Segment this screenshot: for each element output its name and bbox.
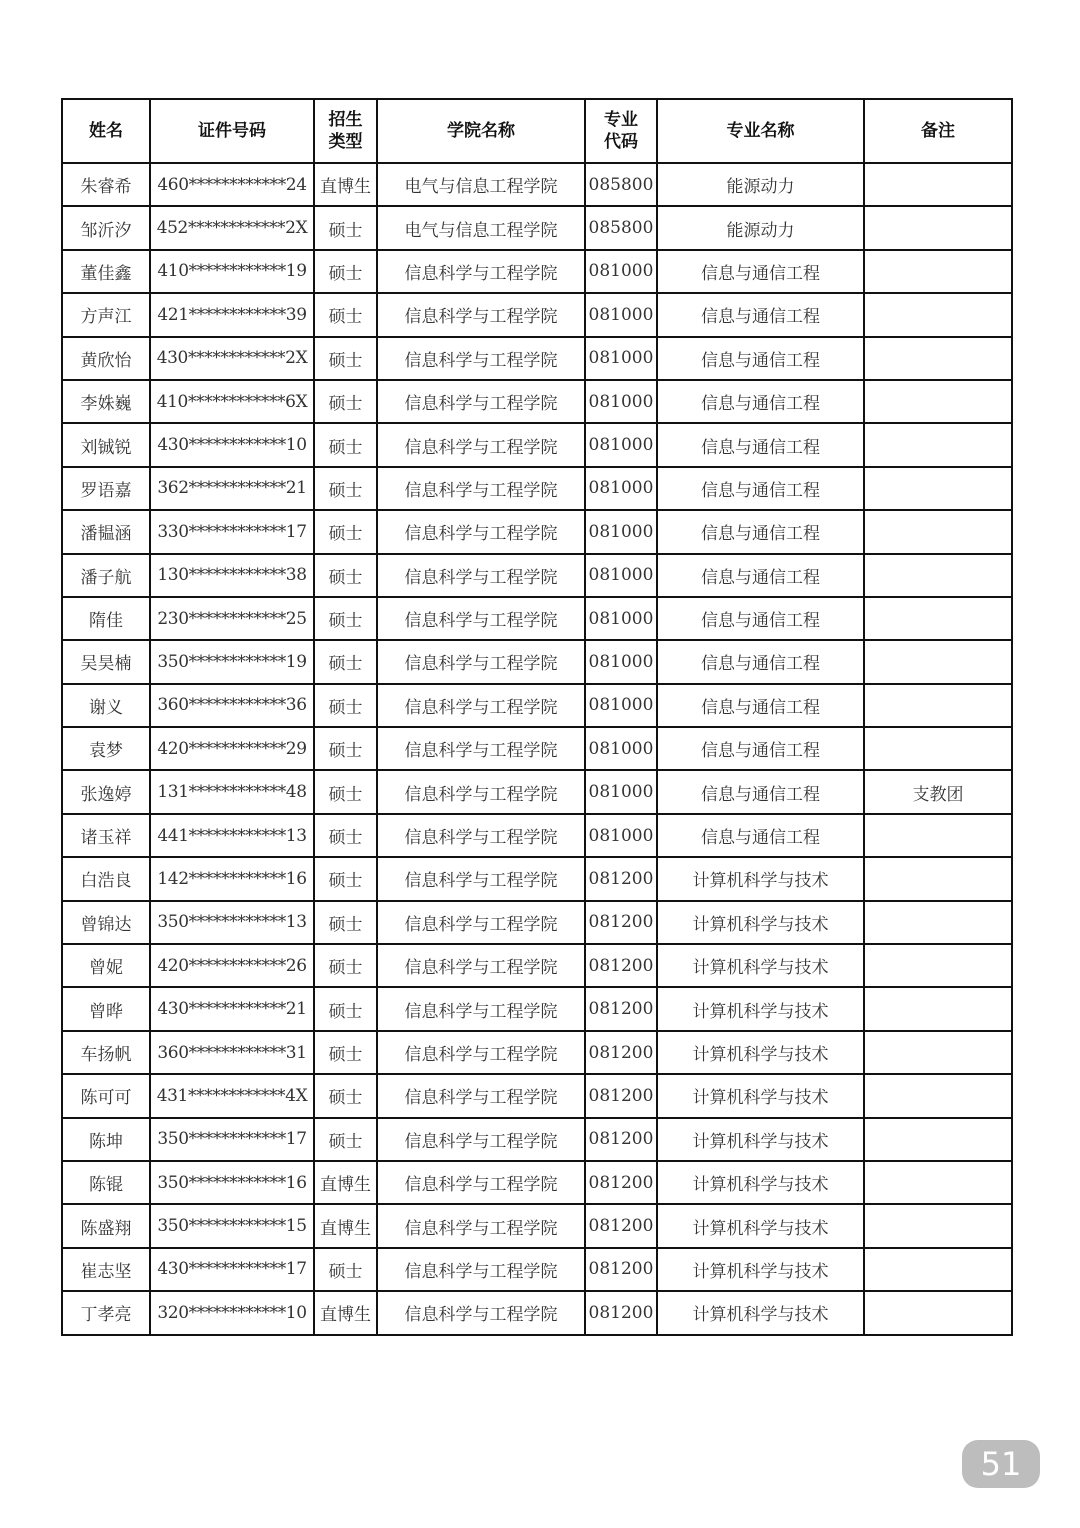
major-name-cell: 信息与通信工程 xyxy=(657,814,864,857)
major-code-cell: 081200 xyxy=(585,1248,657,1291)
id-number-cell: 420************26 xyxy=(150,944,314,987)
name-cell: 白浩良 xyxy=(62,857,150,900)
major-code-cell: 081000 xyxy=(585,640,657,683)
major-name-cell: 信息与通信工程 xyxy=(657,293,864,336)
table-row xyxy=(62,1031,1012,1074)
major-code-cell: 081000 xyxy=(585,770,657,813)
enroll-type-cell: 硕士 xyxy=(314,337,377,380)
major-name-cell: 信息与通信工程 xyxy=(657,597,864,640)
college-cell: 信息科学与工程学院 xyxy=(377,987,585,1030)
enroll-type-cell: 硕士 xyxy=(314,727,377,770)
name-cell: 张逸婷 xyxy=(62,770,150,813)
column-header-id-number: 证件号码 xyxy=(150,99,314,163)
id-number-cell: 430************17 xyxy=(150,1248,314,1291)
college-cell: 信息科学与工程学院 xyxy=(377,337,585,380)
college-cell: 信息科学与工程学院 xyxy=(377,944,585,987)
major-name-cell: 信息与通信工程 xyxy=(657,640,864,683)
name-cell: 陈可可 xyxy=(62,1074,150,1117)
college-cell: 信息科学与工程学院 xyxy=(377,423,585,466)
remark-cell xyxy=(864,1161,1012,1204)
enroll-type-cell: 硕士 xyxy=(314,554,377,597)
header-row xyxy=(62,99,1012,163)
enroll-type-cell: 硕士 xyxy=(314,1248,377,1291)
major-code-cell: 081000 xyxy=(585,467,657,510)
college-cell: 信息科学与工程学院 xyxy=(377,293,585,336)
college-cell: 信息科学与工程学院 xyxy=(377,510,585,553)
table-row xyxy=(62,250,1012,293)
name-cell: 丁孝亮 xyxy=(62,1291,150,1334)
remark-cell xyxy=(864,901,1012,944)
name-cell: 朱睿希 xyxy=(62,163,150,206)
id-number-cell: 350************13 xyxy=(150,901,314,944)
name-cell: 曾妮 xyxy=(62,944,150,987)
remark-cell xyxy=(864,380,1012,423)
major-name-cell: 信息与通信工程 xyxy=(657,684,864,727)
major-code-cell: 081000 xyxy=(585,814,657,857)
table-header xyxy=(62,99,1012,163)
enroll-type-cell: 硕士 xyxy=(314,510,377,553)
college-cell: 信息科学与工程学院 xyxy=(377,684,585,727)
id-number-cell: 131************48 xyxy=(150,770,314,813)
enroll-type-cell: 直博生 xyxy=(314,1161,377,1204)
major-name-cell: 信息与通信工程 xyxy=(657,727,864,770)
enroll-type-cell: 硕士 xyxy=(314,293,377,336)
name-cell: 曾锦达 xyxy=(62,901,150,944)
major-name-cell: 信息与通信工程 xyxy=(657,423,864,466)
major-code-cell: 081200 xyxy=(585,901,657,944)
table-row xyxy=(62,1074,1012,1117)
major-name-cell: 信息与通信工程 xyxy=(657,467,864,510)
column-header-major-code: 专业 代码 xyxy=(585,99,657,163)
major-code-cell: 081200 xyxy=(585,857,657,900)
major-name-cell: 计算机科学与技术 xyxy=(657,1291,864,1334)
remark-cell xyxy=(864,163,1012,206)
name-cell: 李姝巍 xyxy=(62,380,150,423)
table-row xyxy=(62,640,1012,683)
enroll-type-cell: 直博生 xyxy=(314,163,377,206)
enroll-type-cell: 硕士 xyxy=(314,944,377,987)
name-cell: 黄欣怡 xyxy=(62,337,150,380)
remark-cell xyxy=(864,467,1012,510)
college-cell: 信息科学与工程学院 xyxy=(377,901,585,944)
major-name-cell: 信息与通信工程 xyxy=(657,770,864,813)
name-cell: 袁梦 xyxy=(62,727,150,770)
remark-cell xyxy=(864,554,1012,597)
remark-cell xyxy=(864,944,1012,987)
page-number-badge: 51 xyxy=(962,1440,1040,1488)
major-name-cell: 信息与通信工程 xyxy=(657,337,864,380)
id-number-cell: 360************31 xyxy=(150,1031,314,1074)
major-name-cell: 计算机科学与技术 xyxy=(657,1248,864,1291)
name-cell: 谢义 xyxy=(62,684,150,727)
major-code-cell: 081000 xyxy=(585,423,657,466)
table-row xyxy=(62,1248,1012,1291)
id-number-cell: 142************16 xyxy=(150,857,314,900)
table-row xyxy=(62,206,1012,249)
id-number-cell: 452************2X xyxy=(150,206,314,249)
id-number-cell: 430************2X xyxy=(150,337,314,380)
name-cell: 曾晔 xyxy=(62,987,150,1030)
college-cell: 信息科学与工程学院 xyxy=(377,1118,585,1161)
table-row xyxy=(62,727,1012,770)
remark-cell xyxy=(864,1118,1012,1161)
major-name-cell: 计算机科学与技术 xyxy=(657,901,864,944)
enroll-type-cell: 硕士 xyxy=(314,206,377,249)
id-number-cell: 421************39 xyxy=(150,293,314,336)
enroll-type-cell: 硕士 xyxy=(314,597,377,640)
enroll-type-cell: 硕士 xyxy=(314,1118,377,1161)
major-code-cell: 081200 xyxy=(585,987,657,1030)
name-cell: 陈锟 xyxy=(62,1161,150,1204)
id-number-cell: 430************21 xyxy=(150,987,314,1030)
remark-cell xyxy=(864,727,1012,770)
id-number-cell: 460************24 xyxy=(150,163,314,206)
major-name-cell: 计算机科学与技术 xyxy=(657,987,864,1030)
remark-cell xyxy=(864,1248,1012,1291)
table-row xyxy=(62,901,1012,944)
remark-cell xyxy=(864,1204,1012,1247)
table-row xyxy=(62,293,1012,336)
major-name-cell: 计算机科学与技术 xyxy=(657,1031,864,1074)
name-cell: 崔志坚 xyxy=(62,1248,150,1291)
enroll-type-cell: 硕士 xyxy=(314,250,377,293)
table-row xyxy=(62,944,1012,987)
major-name-cell: 信息与通信工程 xyxy=(657,510,864,553)
table-row xyxy=(62,814,1012,857)
college-cell: 电气与信息工程学院 xyxy=(377,163,585,206)
table-row xyxy=(62,770,1012,813)
name-cell: 罗语嘉 xyxy=(62,467,150,510)
id-number-cell: 230************25 xyxy=(150,597,314,640)
table-body xyxy=(62,163,1012,1335)
name-cell: 吴昊楠 xyxy=(62,640,150,683)
major-code-cell: 081200 xyxy=(585,1291,657,1334)
name-cell: 陈盛翔 xyxy=(62,1204,150,1247)
id-number-cell: 350************15 xyxy=(150,1204,314,1247)
id-number-cell: 410************6X xyxy=(150,380,314,423)
enroll-type-cell: 硕士 xyxy=(314,857,377,900)
college-cell: 信息科学与工程学院 xyxy=(377,250,585,293)
table-row xyxy=(62,163,1012,206)
remark-cell xyxy=(864,640,1012,683)
major-name-cell: 计算机科学与技术 xyxy=(657,1118,864,1161)
remark-cell xyxy=(864,987,1012,1030)
id-number-cell: 360************36 xyxy=(150,684,314,727)
remark-cell xyxy=(864,1031,1012,1074)
enroll-type-cell: 硕士 xyxy=(314,467,377,510)
remark-cell xyxy=(864,337,1012,380)
remark-cell: 支教团 xyxy=(864,770,1012,813)
college-cell: 信息科学与工程学院 xyxy=(377,727,585,770)
college-cell: 信息科学与工程学院 xyxy=(377,1291,585,1334)
enroll-type-cell: 硕士 xyxy=(314,987,377,1030)
college-cell: 信息科学与工程学院 xyxy=(377,857,585,900)
table-row xyxy=(62,510,1012,553)
remark-cell xyxy=(864,250,1012,293)
name-cell: 陈坤 xyxy=(62,1118,150,1161)
major-code-cell: 081000 xyxy=(585,554,657,597)
id-number-cell: 350************17 xyxy=(150,1118,314,1161)
major-name-cell: 计算机科学与技术 xyxy=(657,857,864,900)
remark-cell xyxy=(864,1074,1012,1117)
enroll-type-cell: 硕士 xyxy=(314,640,377,683)
college-cell: 信息科学与工程学院 xyxy=(377,380,585,423)
id-number-cell: 420************29 xyxy=(150,727,314,770)
remark-cell xyxy=(864,597,1012,640)
table-row xyxy=(62,597,1012,640)
major-name-cell: 信息与通信工程 xyxy=(657,554,864,597)
college-cell: 信息科学与工程学院 xyxy=(377,1204,585,1247)
table-row xyxy=(62,554,1012,597)
table-row xyxy=(62,337,1012,380)
major-code-cell: 081200 xyxy=(585,944,657,987)
college-cell: 信息科学与工程学院 xyxy=(377,1248,585,1291)
major-code-cell: 081000 xyxy=(585,510,657,553)
major-code-cell: 085800 xyxy=(585,163,657,206)
enroll-type-cell: 硕士 xyxy=(314,1074,377,1117)
enroll-type-cell: 硕士 xyxy=(314,901,377,944)
table-row xyxy=(62,1118,1012,1161)
table-row xyxy=(62,987,1012,1030)
college-cell: 信息科学与工程学院 xyxy=(377,1161,585,1204)
major-name-cell: 计算机科学与技术 xyxy=(657,944,864,987)
major-name-cell: 信息与通信工程 xyxy=(657,380,864,423)
major-code-cell: 081000 xyxy=(585,727,657,770)
major-code-cell: 081000 xyxy=(585,684,657,727)
table-row xyxy=(62,467,1012,510)
enroll-type-cell: 直博生 xyxy=(314,1204,377,1247)
id-number-cell: 410************19 xyxy=(150,250,314,293)
major-code-cell: 081200 xyxy=(585,1074,657,1117)
name-cell: 诸玉祥 xyxy=(62,814,150,857)
table-row xyxy=(62,857,1012,900)
major-name-cell: 计算机科学与技术 xyxy=(657,1161,864,1204)
college-cell: 信息科学与工程学院 xyxy=(377,770,585,813)
column-header-major-name: 专业名称 xyxy=(657,99,864,163)
enroll-type-cell: 硕士 xyxy=(314,380,377,423)
name-cell: 董佳鑫 xyxy=(62,250,150,293)
remark-cell xyxy=(864,814,1012,857)
remark-cell xyxy=(864,206,1012,249)
major-name-cell: 计算机科学与技术 xyxy=(657,1204,864,1247)
major-code-cell: 081000 xyxy=(585,293,657,336)
major-code-cell: 085800 xyxy=(585,206,657,249)
enroll-type-cell: 直博生 xyxy=(314,1291,377,1334)
remark-cell xyxy=(864,510,1012,553)
major-code-cell: 081000 xyxy=(585,250,657,293)
major-name-cell: 能源动力 xyxy=(657,163,864,206)
id-number-cell: 430************10 xyxy=(150,423,314,466)
college-cell: 信息科学与工程学院 xyxy=(377,467,585,510)
major-code-cell: 081200 xyxy=(585,1204,657,1247)
table-row xyxy=(62,1291,1012,1334)
enroll-type-cell: 硕士 xyxy=(314,814,377,857)
column-header-name: 姓名 xyxy=(62,99,150,163)
remark-cell xyxy=(864,293,1012,336)
college-cell: 信息科学与工程学院 xyxy=(377,554,585,597)
remark-cell xyxy=(864,1291,1012,1334)
admission-list-table xyxy=(61,98,1013,1336)
name-cell: 方声江 xyxy=(62,293,150,336)
table-row xyxy=(62,380,1012,423)
enroll-type-cell: 硕士 xyxy=(314,1031,377,1074)
remark-cell xyxy=(864,857,1012,900)
name-cell: 刘铖锐 xyxy=(62,423,150,466)
id-number-cell: 441************13 xyxy=(150,814,314,857)
college-cell: 信息科学与工程学院 xyxy=(377,640,585,683)
table-row xyxy=(62,1204,1012,1247)
enroll-type-cell: 硕士 xyxy=(314,770,377,813)
enroll-type-cell: 硕士 xyxy=(314,684,377,727)
major-code-cell: 081000 xyxy=(585,380,657,423)
name-cell: 隋佳 xyxy=(62,597,150,640)
name-cell: 潘子航 xyxy=(62,554,150,597)
major-name-cell: 计算机科学与技术 xyxy=(657,1074,864,1117)
enroll-type-cell: 硕士 xyxy=(314,423,377,466)
name-cell: 车扬帆 xyxy=(62,1031,150,1074)
id-number-cell: 350************19 xyxy=(150,640,314,683)
name-cell: 邹沂汐 xyxy=(62,206,150,249)
table-row xyxy=(62,1161,1012,1204)
id-number-cell: 130************38 xyxy=(150,554,314,597)
id-number-cell: 350************16 xyxy=(150,1161,314,1204)
major-code-cell: 081200 xyxy=(585,1118,657,1161)
major-name-cell: 信息与通信工程 xyxy=(657,250,864,293)
college-cell: 信息科学与工程学院 xyxy=(377,597,585,640)
college-cell: 信息科学与工程学院 xyxy=(377,814,585,857)
major-code-cell: 081000 xyxy=(585,337,657,380)
table-row xyxy=(62,684,1012,727)
id-number-cell: 330************17 xyxy=(150,510,314,553)
id-number-cell: 362************21 xyxy=(150,467,314,510)
college-cell: 信息科学与工程学院 xyxy=(377,1031,585,1074)
id-number-cell: 320************10 xyxy=(150,1291,314,1334)
major-code-cell: 081000 xyxy=(585,597,657,640)
remark-cell xyxy=(864,423,1012,466)
major-name-cell: 能源动力 xyxy=(657,206,864,249)
major-code-cell: 081200 xyxy=(585,1161,657,1204)
column-header-remark: 备注 xyxy=(864,99,1012,163)
college-cell: 信息科学与工程学院 xyxy=(377,1074,585,1117)
college-cell: 电气与信息工程学院 xyxy=(377,206,585,249)
column-header-college: 学院名称 xyxy=(377,99,585,163)
id-number-cell: 431************4X xyxy=(150,1074,314,1117)
column-header-enroll-type: 招生 类型 xyxy=(314,99,377,163)
table-row xyxy=(62,423,1012,466)
remark-cell xyxy=(864,684,1012,727)
name-cell: 潘韫涵 xyxy=(62,510,150,553)
major-code-cell: 081200 xyxy=(585,1031,657,1074)
